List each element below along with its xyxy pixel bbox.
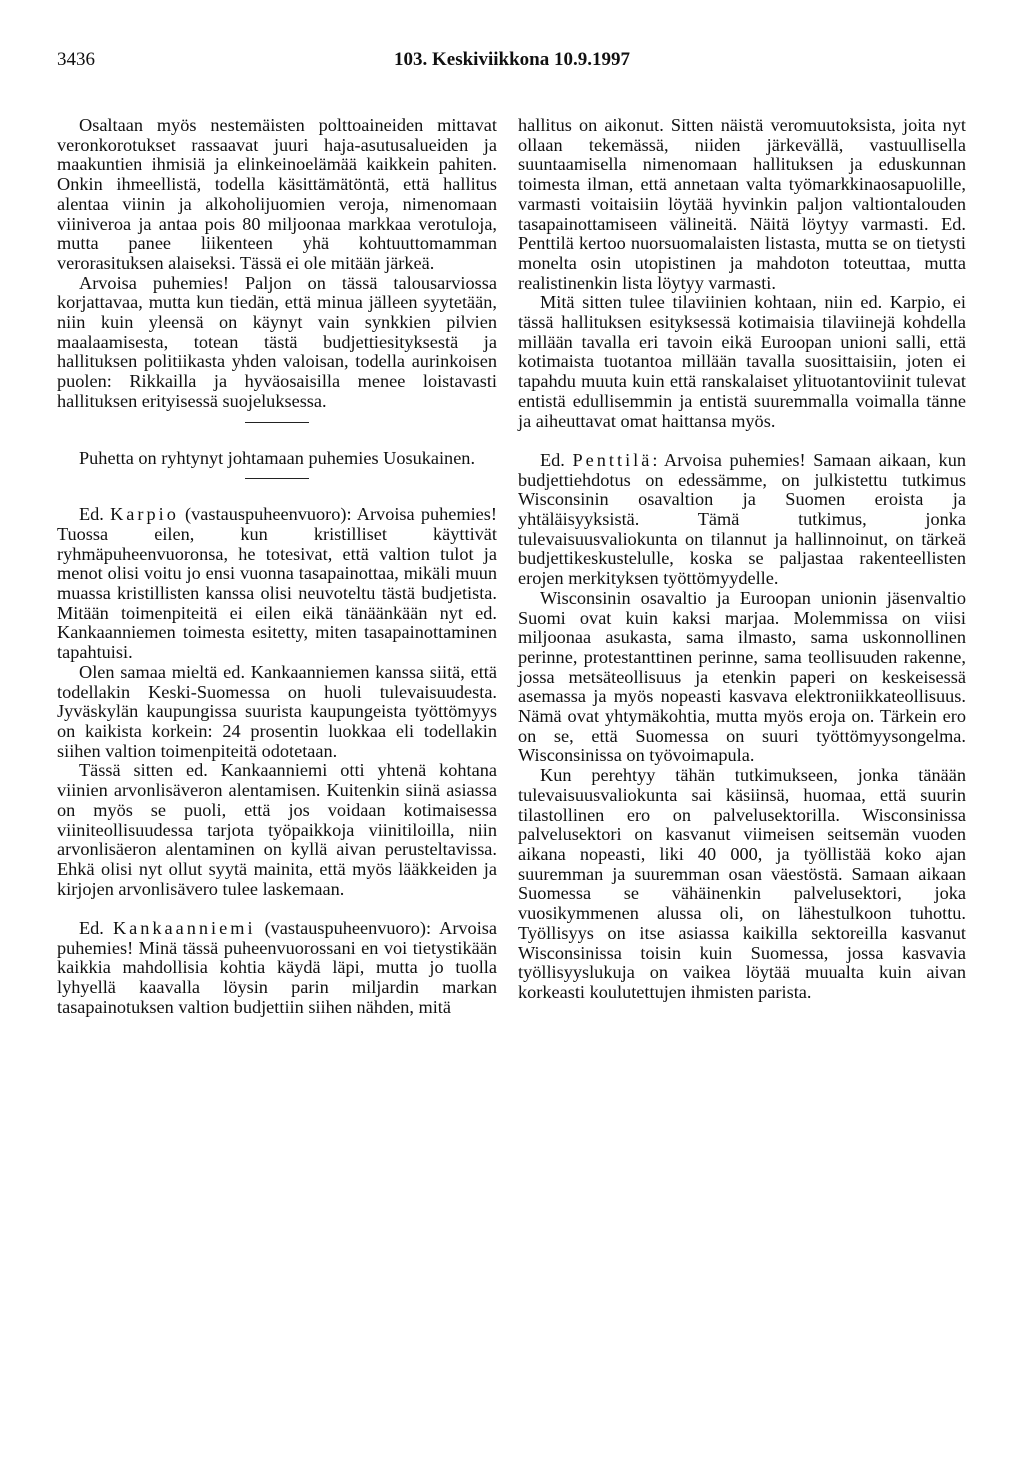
paragraph: Mitä sitten tulee tilaviinien kohtaan, niin ed. Karpio, ei tässä hallituksen esityksessä kotimaisia tilaviinejä kohdella millään tavalla eri tavoin eikä Euroopan unioni salli, että kotimaista tuotantoa millään tavalla suosittaisiin, joten ei tapahdu muuta kuin että ranskalaiset ylituotantoviinit tulevat entistä edullisemmin ja entistä suuremmalla voimalla tänne ja aiheuttavat omat haittansa myös. [518, 292, 966, 431]
speech-kankaanniemi [57, 919, 497, 1018]
paragraph: Osaltaan myös nestemäisten polttoaineiden mittavat veronkorotukset rassaavat juuri haja-asutusalueiden ja maakuntien ihmisiä ja elinkeinoelämää kaikkein pahiten. Onkin ihmeellistä, todella käsittämätöntä, että hallitus alentaa viinin ja alkoholijuomien veroja, nimenomaan viiniveroa ja antaa pois 80 miljoonaa markkaa verotuloja, mutta panee liikenteen yhä kohtuuttomamman verorasituksen alaiseksi. Tässä ei ole mitään järkeä. [57, 115, 497, 273]
speech-penttila [518, 451, 966, 589]
paragraph: Arvoisa puhemies! Paljon on tässä talousarviossa korjattavaa, mutta kun tiedän, että minua jälleen syytetään, niin kuin yleensä on käynyt vain synkkien pilvien maalaamisesta, totean tästä budjettiesityksestä ja hallituksen politiikasta yhden valoisan, todella aurinkoisen puolen: Rikkailla ja hyväosaisilla menee loistavasti hallituksen erityisessä suojeluksessa. [57, 272, 497, 411]
paragraph: Tässä sitten ed. Kankaanniemi otti yhtenä kohtana viinien arvonlisäveron alentamisen. Kuitenkin siinä asiassa on myös se puoli, että jos voidaan kotimaisessa viiniteollisuudessa tarjota työpaikkoja viinitiloilla, niin arvonlisäeron alentaminen on kyllä aivan perusteltavissa. Ehkä olisi nyt ollut syytä mainita, että myös lääkkeiden ja kirjojen arvonlisävero tulee laskemaan. [57, 760, 497, 899]
speech-text: : Arvoisa puhemies! Samaan aikaan, kun budjettiehdotus on edessämme, on julkistettu tutkimus Wisconsinin osavaltion ja Suomen eroista ja yhtäläisyyksistä. Tämä tutkimus, jonka tulevaisuusvaliokunta on tilannut ja hallinnoinut, on tärkeä budjettikeskustelulle, koska se paljastaa rakenteellisten erojen merkityksen työttömyydelle. [518, 449, 966, 589]
paragraph: hallitus on aikonut. Sitten näistä veromuutoksista, joita nyt ollaan tekemässä, niiden järkevällä, vastuullisella suuntaamisella nimenomaan hallituksen ja eduskunnan toimesta ilman, että annetaan valta työmarkkinaosapuolille, varmasti voitaisiin löytää hyvinkin paljon valtiontalouden tasapainottamiseen välineitä. Näitä löytyy varmasti. Ed. Penttilä kertoo nuorsuomalaisten listasta, mutta se on tietysti monelta osin utopistinen ja mahdoton toteuttaa, mutta realistinenkin lista löytyy varmasti. [518, 115, 966, 293]
speaker-name: Kankaanniemi [112, 918, 256, 938]
page-header [0, 49, 1024, 75]
speech-text: (vastauspuheenvuoro): Arvoisa puhemies! Tuossa eilen, kun kristilliset käyttivät ryhmäpuheenvuoronsa, he totesivat, että valtion tulot ja menot olisi voitu jo ensi vuonna tasapainottaa, mikäli muun muassa kristillisten kanssa olisi neuvoteltu tästä budjetista. Mitään toimenpiteitä ei eilen eikä tänäänkään nyt ed. Kankaanniemen toimesta esitetty, miten tasapainottaminen tapahtuisi. [57, 504, 497, 663]
left-column [57, 116, 497, 1018]
chair-note: Puhetta on ryhtynyt johtamaan puhemies Uosukainen. [79, 447, 476, 468]
right-column [518, 116, 966, 1003]
speech-text: (vastauspuheenvuoro): Arvoisa puhemies! Minä tässä puheenvuorossani en voi tietystikään kaikkia mahdollisia kohtia käydä läpi, mutta jo tuolla lyhyellä kaavalla löysin parin miljardin markan tasapainotuksen valtion budjettiin siihen nähden, mitä [57, 918, 497, 1017]
speech-karpio [57, 505, 497, 663]
speaker-prefix: Ed. [540, 449, 565, 470]
section-divider [245, 478, 309, 479]
speaker-prefix: Ed. [79, 504, 104, 525]
speaker-name: Karpio [110, 504, 179, 525]
paragraph: Olen samaa mieltä ed. Kankaanniemen kanssa siitä, että todellakin Keski-Suomessa on huoli tulevaisuudesta. Jyväskylän kaupungissa suurista kaupungeista työttömyys on kaikista korkein: 24 prosentin luokkaa eli todellakin siihen valtion toimenpiteitä odotetaan. [57, 661, 497, 761]
section-divider [245, 422, 309, 423]
sitting-title: 103. Keskiviikkona 10.9.1997 [394, 49, 630, 70]
speaker-name: Penttilä [572, 449, 653, 470]
page-number: 3436 [57, 49, 95, 70]
paragraph: Wisconsinin osavaltio ja Euroopan unionin jäsenvaltio Suomi ovat kuin kaksi marjaa. Molemmissa on viisi miljoonaa asukasta, sama ilmasto, sama uskonnollinen perinne, protestanttinen perinne, sama teollisuuden rakenne, jossa metsäteollisuus ja etenkin paperi on keskeisessä asemassa ja myös nopeasti kasvava elektroniikkateollisuus. Nämä ovat yhtymäkohtia, mutta myös eroja on. Tärkein ero on se, että Suomessa on suuri työttömyysongelma. Wisconsinissa on työvoimapula. [518, 587, 966, 766]
speaker-prefix: Ed. [79, 918, 104, 938]
paragraph: Kun perehtyy tähän tutkimukseen, jonka tänään tulevaisuusvaliokunta sai käsiinsä, huomaa, että suurin tilastollinen ero on palvelusektorilla. Wisconsinissa palvelusektori on kasvanut viimeisen seitsemän vuoden aikana nopeasti, liki 40 000, ja työllistää koko ajan suuremman ja suuremman osan väestöstä. Samaan aikaan Suomessa se vähäinenkin palvelusektori, joka vuosikymmenen alussa oli, on lähestulkoon tuhottu. Työllisyys on itse asiassa kaikilla sektoreilla kasvanut Wisconsinissa toisin kuin Suomessa, jossa kasvavia työllisyyslukuja on vaikea löytää muualta kuin aivan korkeasti koulutettujen ihmisten parista. [518, 765, 966, 1002]
